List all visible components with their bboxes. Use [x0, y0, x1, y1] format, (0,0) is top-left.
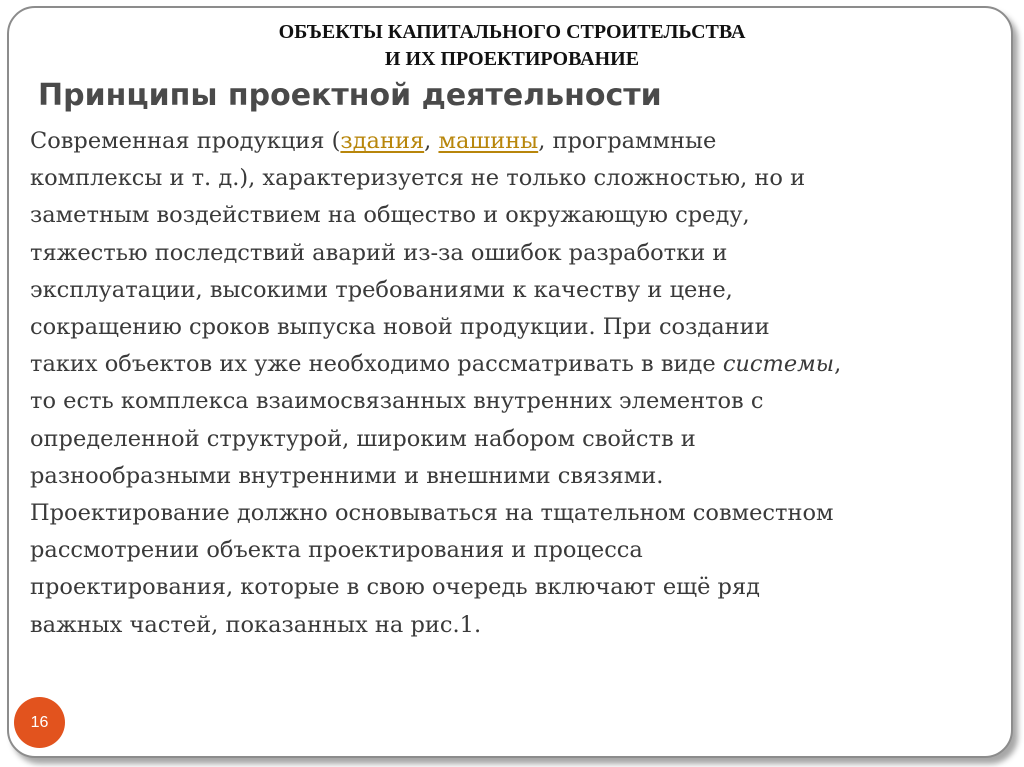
body-line: Проектирование должно основываться на тщательном совместном [30, 500, 834, 527]
body-text-fragment: Современная продукция ( [30, 128, 341, 154]
body-line: комплексы и т. д.), характеризуется не только сложностью, но и [30, 165, 806, 192]
body-line: эксплуатации, высокими требованиями к качеству и цене, [30, 276, 733, 303]
body-line: сокращению сроков выпуска новой продукции. При создании [30, 314, 770, 341]
body-text-fragment: , [424, 128, 439, 154]
body-line: определенной структурой, широким набором свойств и [30, 425, 696, 452]
body-line: разнообразными внутренними и внешними связями. [30, 462, 664, 489]
body-line [30, 346, 1005, 383]
link-machines[interactable]: машины [438, 128, 539, 154]
body-line [30, 123, 1005, 160]
link-buildings[interactable]: здания [340, 128, 425, 154]
body-line: проектирования, которые в свою очередь включают ещё ряд [30, 574, 760, 601]
emphasis-system: системы [722, 351, 835, 378]
body-line: заметным воздействием на общество и окружающую среду, [30, 202, 750, 229]
body-text-fragment: таких объектов их уже необходимо рассматривать в виде [30, 351, 723, 378]
body-text-fragment: , программные [538, 128, 717, 154]
page-number-badge: 16 [14, 697, 65, 748]
body-paragraph [30, 123, 1005, 644]
body-text-fragment: , [834, 351, 842, 378]
header-title-line-2: И ИХ ПРОЕКТИРОВАНИЕ [384, 48, 640, 70]
header-title [0, 19, 1024, 73]
body-line: тяжестью последствий аварий из-за ошибок разработки и [30, 239, 728, 266]
body-line: рассмотрении объекта проектирования и процесса [30, 537, 643, 564]
body-line: важных частей, показанных на рис.1. [30, 611, 482, 638]
slide-heading: Принципы проектной деятельности [38, 78, 662, 113]
body-line: то есть комплекса взаимосвязанных внутренних элементов с [30, 388, 764, 415]
header-title-line-1: ОБЪЕКТЫ КАПИТАЛЬНОГО СТРОИТЕЛЬСТВА [278, 21, 746, 43]
